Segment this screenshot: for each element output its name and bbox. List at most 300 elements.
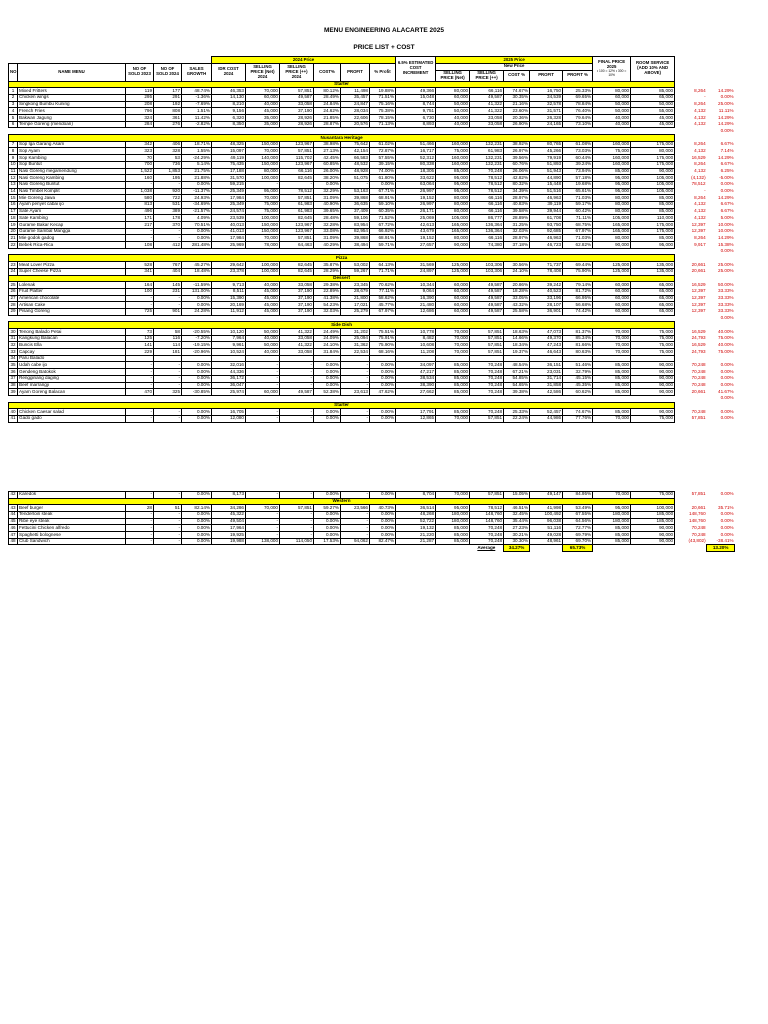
cell-e2: 0.00% <box>720 188 734 194</box>
cell-spn: 150,000 <box>246 222 280 229</box>
cell-nspn: 85,000 <box>436 168 470 175</box>
cell-fp: 105,000 <box>593 215 631 222</box>
group-2025-price: 2025 Price <box>436 57 593 64</box>
cell-inc: 9,751 <box>396 108 436 115</box>
cell-no: 1 <box>9 88 18 95</box>
cell-s23: - <box>126 518 154 525</box>
cell-nspp: 136,364 <box>470 222 504 229</box>
cell-spp: 33,058 <box>280 282 314 289</box>
cell-s24: - <box>154 409 182 416</box>
cell-s24: - <box>154 382 182 389</box>
cell-nspn: 80,000 <box>436 208 470 215</box>
cell-ncp: 74.67% <box>504 88 530 95</box>
cell-cp: 35.87% <box>314 262 341 269</box>
cell-cp: 52.38% <box>314 389 341 396</box>
cell-inc: 63,064 <box>396 181 436 188</box>
cell-npr: 26,328 <box>530 115 563 122</box>
cell-idr: 59,215 <box>212 181 246 188</box>
table-row <box>9 389 735 396</box>
section-title: Side Dish <box>9 322 675 329</box>
cell-nspp: 49,587 <box>470 302 504 309</box>
cell-nspn: 80,000 <box>436 201 470 208</box>
cell-npr: 79,919 <box>530 155 563 162</box>
cell-inc: 17,791 <box>396 409 436 416</box>
cell-name: Tenderloin steak <box>18 511 126 518</box>
cell-no: 10 <box>10 161 16 167</box>
cell-nspp: 57,851 <box>470 415 504 422</box>
cell-inc: 24,897 <box>396 268 436 275</box>
cell-s24 <box>154 355 182 362</box>
cell-name: Rengginang daging <box>18 375 126 382</box>
cell-e2: 10.00% <box>718 221 734 227</box>
cell-pr: - <box>341 375 370 382</box>
cell-inc: 18,305 <box>396 168 436 175</box>
table-row <box>9 355 735 362</box>
cell-g: 21.75% <box>182 168 212 175</box>
cell-nspn: 90,000 <box>436 242 470 249</box>
cell-nspn: 85,000 <box>436 532 470 539</box>
cell-e2: 6.25% <box>720 168 734 174</box>
table-row <box>9 329 735 336</box>
table-row <box>9 342 735 349</box>
cell-cp: 28.29% <box>314 268 341 275</box>
table-row <box>9 308 735 315</box>
cell-e2: 25.00% <box>718 268 734 274</box>
cell-spn: 150,000 <box>246 141 280 148</box>
cell-pr <box>341 355 370 362</box>
cell-s23: 813 <box>126 201 154 208</box>
cell-g: 45.27% <box>182 262 212 269</box>
cell-spp: 57,851 <box>280 148 314 155</box>
table-row <box>9 415 735 422</box>
cell-pp: 40.73% <box>370 505 396 512</box>
ext-empty <box>675 322 707 329</box>
cell-pr: 42,154 <box>341 148 370 155</box>
cell-nspn: 85,000 <box>436 538 470 545</box>
cell-nspp: 70,248 <box>470 409 504 416</box>
cell-s24: 114 <box>154 342 182 349</box>
cell-s23: 323 <box>126 148 154 155</box>
ext-empty <box>675 135 707 142</box>
cell-s24: 901 <box>154 308 182 315</box>
cell-spn: 95,000 <box>246 188 280 195</box>
cell-s24: 192 <box>154 101 182 108</box>
cell-npr: 47,073 <box>530 329 563 336</box>
cell-s23: 125 <box>126 335 154 342</box>
cell-npr: 49,147 <box>530 491 563 498</box>
cell-no: 30 <box>10 328 16 334</box>
cell-npp: 81.72% <box>563 288 593 295</box>
cell-s24: - <box>154 532 182 539</box>
cell-spn: - <box>246 369 280 376</box>
cell-s23: - <box>126 302 154 309</box>
cell-name: Nasi Goreng Buntut <box>18 181 126 188</box>
cell-idr <box>212 355 246 362</box>
cell-s23: - <box>126 415 154 422</box>
cell-e2: 15.38% <box>718 241 734 247</box>
cell-pp: 67.97% <box>370 308 396 315</box>
cell-s23: 164 <box>126 282 154 289</box>
cell-npr: 61,708 <box>530 215 563 222</box>
cell-g: 0.00% <box>182 369 212 376</box>
cell-s23: - <box>126 369 154 376</box>
cell-s24: 328 <box>154 148 182 155</box>
table-row <box>9 518 735 525</box>
cell-pp: 67.72% <box>370 222 396 229</box>
cell-e2: 0.00% <box>720 361 734 367</box>
cell-npr: 16,750 <box>530 88 563 95</box>
section-title: Starter <box>9 402 675 409</box>
cell-no: 6 <box>9 121 18 128</box>
cell-no: 18 <box>10 214 16 220</box>
cell-pp: 68.91% <box>370 235 396 242</box>
cell-e2: 50.00% <box>718 281 734 287</box>
cell-s23: 119 <box>126 88 154 95</box>
cell-s23: 100 <box>126 288 154 295</box>
cell-npr: 93,750 <box>530 222 563 229</box>
cell-inc: 11,208 <box>396 349 436 356</box>
cell-s24: 325 <box>154 389 182 396</box>
cell-nspn: 165,000 <box>436 228 470 235</box>
cell-npr: 31,571 <box>530 108 563 115</box>
cell-npp: 64.56% <box>563 518 593 525</box>
cell-rs: 105,000 <box>631 175 675 182</box>
cell-idr: 75,435 <box>212 161 246 168</box>
col-room-service: ROOM SERVICE (ADD 10% AND ABOVE) <box>631 57 675 82</box>
cell-pp: 0.00% <box>370 518 396 525</box>
cell-cp: 32.03% <box>314 308 341 315</box>
cell-cp: 28.49% <box>314 94 341 101</box>
cell-pr: 24,847 <box>341 101 370 108</box>
cell-idr: 25,969 <box>212 242 246 249</box>
cell-spn: 45,000 <box>246 295 280 302</box>
cell-spp: 37,190 <box>280 288 314 295</box>
cell-g: 0.00% <box>182 228 212 235</box>
cell-nspp: 66,116 <box>470 88 504 95</box>
cell-nspn: 80,000 <box>436 195 470 202</box>
cell-g: 0.00% <box>182 525 212 532</box>
cell-inc: 8,893 <box>396 121 436 128</box>
cell-no: 40 <box>10 408 16 414</box>
cell-rs: 75,000 <box>631 329 675 336</box>
cell-pp: 60.35% <box>370 208 396 215</box>
cell-npp: 56.68% <box>563 302 593 309</box>
table-row <box>9 511 735 518</box>
avg-spacer <box>280 545 314 552</box>
cell-ncp: 33.05% <box>504 295 530 302</box>
cell-e1: 70,248 <box>691 408 706 414</box>
cell-s24: - <box>154 491 182 498</box>
avg-spacer <box>631 545 675 552</box>
cell-rs: 90,000 <box>631 532 675 539</box>
table-row <box>9 282 735 289</box>
cell-npp: 45.15% <box>563 375 593 382</box>
cell-npr: 40,523 <box>530 288 563 295</box>
cell-g: 1.55% <box>182 148 212 155</box>
cell-spn: - <box>246 181 280 188</box>
cell-npr: 49,028 <box>530 532 563 539</box>
cell-nspp: 57,851 <box>470 491 504 498</box>
cell-e1: 4,132 <box>694 208 706 214</box>
cell-spn: 80,000 <box>246 168 280 175</box>
cell-e1: 16,529 <box>691 328 706 334</box>
avg-spacer <box>126 545 154 552</box>
cell-inc: 33,622 <box>396 175 436 182</box>
cell-pr: 59,267 <box>341 268 370 275</box>
cell-spn: 45,000 <box>246 302 280 309</box>
cell-ncp: 31.25% <box>504 222 530 229</box>
cell-name: Udah cabe ijo <box>18 362 126 369</box>
cell-ncp: 46.51% <box>504 505 530 512</box>
cell-inc: 27,657 <box>396 242 436 249</box>
cell-spn: 100,000 <box>246 215 280 222</box>
cell-e2: 33.33% <box>718 308 734 314</box>
tail-row <box>9 248 735 255</box>
cell-e2: 33.33% <box>718 301 734 307</box>
cell-e2: 0.00% <box>720 375 734 381</box>
cell-e1: 8,264 <box>694 161 706 167</box>
section-title: Western <box>9 498 675 505</box>
tail-row <box>9 395 735 402</box>
cell-s23: 496 <box>126 208 154 215</box>
cell-idr: 17,984 <box>212 235 246 242</box>
cell-s23: 1,038 <box>126 188 154 195</box>
cell-name: American chocolate <box>18 295 126 302</box>
section-header <box>9 255 735 262</box>
cell-g: 0.00% <box>182 415 212 422</box>
cell-npp: 69.79% <box>563 532 593 539</box>
cell-ncp: 42.82% <box>504 175 530 182</box>
col-name: NAME MENU <box>18 64 126 82</box>
cell-ncp: 18.34% <box>504 342 530 349</box>
cell-e1: 70,248 <box>691 375 706 381</box>
cell-inc: 16,390 <box>396 295 436 302</box>
cell-g: 0.00% <box>182 235 212 242</box>
cell-idr: 49,119 <box>212 155 246 162</box>
cell-npp: 80.63% <box>563 349 593 356</box>
cell-name: Spaghetti bolognese <box>18 532 126 539</box>
cell-nspp: 61,983 <box>470 148 504 155</box>
cell-e2: 0.00% <box>720 181 734 187</box>
cell-npr: 32,578 <box>530 101 563 108</box>
cell-name: Sop Iga Garang Asam <box>18 141 126 148</box>
cell-pr: 37,409 <box>341 208 370 215</box>
col-profit-new: PROFIT <box>530 70 563 81</box>
table-row <box>9 101 735 108</box>
cell-npp: 73.94% <box>563 168 593 175</box>
cell-e2: 5.00% <box>720 214 734 220</box>
cell-inc: 38,390 <box>396 382 436 389</box>
cell-npp: 61.08% <box>563 141 593 148</box>
cell-spp: - <box>280 369 314 376</box>
table-row <box>9 382 735 389</box>
cell-fp: 60,000 <box>593 302 631 309</box>
cell-e1: 8,264 <box>694 101 706 107</box>
cell-e2: 75.00% <box>718 348 734 354</box>
cell-no: 15 <box>10 194 16 200</box>
cell-g: 70.51% <box>182 222 212 229</box>
cell-npr: 31,714 <box>530 375 563 382</box>
cell-e1: 16,529 <box>691 281 706 287</box>
cell-idr: 29,642 <box>212 262 246 269</box>
cell-g: 0.00% <box>182 538 212 545</box>
cell-e1: 12,397 <box>691 295 706 301</box>
cell-nspn: 80,000 <box>436 88 470 95</box>
cell-e2: 0.00% <box>720 408 734 414</box>
cell-ncp: 20.36% <box>504 115 530 122</box>
cell-npp: 65.61% <box>563 188 593 195</box>
cell-spn: - <box>246 415 280 422</box>
cell-s23: - <box>126 181 154 188</box>
cell-s23: 229 <box>126 349 154 356</box>
table-row <box>9 161 735 168</box>
cell-no: 4 <box>9 108 18 115</box>
cell-s23: 171 <box>126 215 154 222</box>
cell-name: Super Cheese Pizza <box>18 268 126 275</box>
cell-s23: - <box>126 362 154 369</box>
average-ext-pct: 13.20% <box>707 545 735 552</box>
cell-s23: - <box>126 295 154 302</box>
cell-e2: 0.00% <box>720 518 734 524</box>
cell-ncp: 40.83% <box>504 201 530 208</box>
table-row <box>9 491 735 498</box>
cell-idr: 9,961 <box>212 342 246 349</box>
cell-fp: 80,000 <box>593 235 631 242</box>
cell-spn: - <box>246 518 280 525</box>
cell-s24: - <box>154 538 182 545</box>
cell-pr: - <box>341 362 370 369</box>
cell-g: 0.00% <box>182 375 212 382</box>
col-sp-plus-2024: SELLING PRICE (++) 2024 <box>280 64 314 82</box>
cell-rs: 85,000 <box>631 208 675 215</box>
cell-npp: 81.37% <box>563 329 593 336</box>
cell-inc: 10,608 <box>396 342 436 349</box>
cell-idr: 10,524 <box>212 349 246 356</box>
cell-e1: 20,661 <box>691 261 706 267</box>
cell-s24: 406 <box>154 141 182 148</box>
section-title: Pizza <box>9 255 675 262</box>
cell-npr: 24,165 <box>530 121 563 128</box>
cell-idr: 17,984 <box>212 195 246 202</box>
cell-nspp: 66,116 <box>470 195 504 202</box>
cell-e1: 12,397 <box>691 288 706 294</box>
cell-pp: 68.16% <box>370 349 396 356</box>
cell-s24: 53 <box>154 155 182 162</box>
cell-npr: 42,586 <box>530 389 563 396</box>
table-row <box>9 148 735 155</box>
cell-e1: 20,661 <box>691 388 706 394</box>
cell-nspp: 78,512 <box>470 505 504 512</box>
cell-nspp: 41,322 <box>470 101 504 108</box>
cell-name: Beef burger <box>18 505 126 512</box>
cell-spn: 70,000 <box>246 235 280 242</box>
cell-spp: 57,851 <box>280 195 314 202</box>
cell-nspp: 132,231 <box>470 161 504 168</box>
cell-fp: 75,000 <box>593 148 631 155</box>
cell-g: 0.00% <box>182 532 212 539</box>
cell-spp: 33,058 <box>280 101 314 108</box>
cell-spn: - <box>246 382 280 389</box>
cell-cp: 28.87% <box>314 121 341 128</box>
cell-fp: 70,000 <box>593 415 631 422</box>
cell-no: 35 <box>10 361 16 367</box>
cell-name: Kangkung Balacan <box>18 335 126 342</box>
cell-idr: 16,705 <box>212 409 246 416</box>
cell-s24: 531 <box>154 201 182 208</box>
ext-empty <box>707 402 735 409</box>
cell-cp: 0.00% <box>314 369 341 376</box>
cell-nspp: 70,248 <box>470 362 504 369</box>
cell-fp: 70,000 <box>593 335 631 342</box>
cell-pr: - <box>341 511 370 518</box>
cell-name: French Fries <box>18 108 126 115</box>
cell-e1: 148,760 <box>689 511 706 517</box>
cell-nspp: 132,231 <box>470 141 504 148</box>
cell-no: 45 <box>10 518 16 524</box>
cell-npp: 39.24% <box>563 161 593 168</box>
cell-nspp: 132,231 <box>470 155 504 162</box>
cell-e1: 12,397 <box>691 301 706 307</box>
cell-e1: 8,264 <box>694 87 706 93</box>
cell-npp: 73.03% <box>563 148 593 155</box>
cell-ncp: 20.86% <box>504 282 530 289</box>
cell-fp: 40,000 <box>593 121 631 128</box>
cell-rs: 65,000 <box>631 288 675 295</box>
cell-nspn: 95,000 <box>436 188 470 195</box>
cell-e2: 25.00% <box>718 261 734 267</box>
cell-ncp: 30.56% <box>504 262 530 269</box>
cell-nspp: 57,851 <box>470 349 504 356</box>
cell-no: 33 <box>10 348 16 354</box>
cell-inc: 15,048 <box>396 94 436 101</box>
cell-pp: 75.91% <box>370 335 396 342</box>
cell-name: Bebek Rica-Rica <box>18 242 126 249</box>
cell-cp: 29.38% <box>314 282 341 289</box>
cell-spn: 70,000 <box>246 505 280 512</box>
cell-name: Tempe Goreng (mendoan) <box>18 121 126 128</box>
col-growth: SALES GROWTH <box>182 64 212 82</box>
cell-s23: 108 <box>126 242 154 249</box>
cell-npr: 39,119 <box>530 201 563 208</box>
cell-spn: 45,000 <box>246 308 280 315</box>
cell-no: 5 <box>9 115 18 122</box>
cell-npp: 71.03% <box>563 195 593 202</box>
cell-npr: 71,737 <box>530 262 563 269</box>
cell-npp: 62.82% <box>563 242 593 249</box>
cell-cp: 38.98% <box>314 141 341 148</box>
cell-e2: 35.71% <box>718 504 734 510</box>
table-row <box>9 369 735 376</box>
cell-nspn: 160,000 <box>436 155 470 162</box>
cell-idr: 40,013 <box>212 222 246 229</box>
cell-pr: 39,868 <box>341 195 370 202</box>
cell-pr: 48,532 <box>341 161 370 168</box>
cell-no: 47 <box>10 531 16 537</box>
tail-value: 0.00% <box>720 248 734 254</box>
cell-npp: 60.62% <box>563 389 593 396</box>
cell-npr: 44,986 <box>530 415 563 422</box>
cell-pr: - <box>341 525 370 532</box>
cell-npp <box>563 355 593 362</box>
cell-nspp: 57,851 <box>470 335 504 342</box>
cell-e2: 0.00% <box>720 368 734 374</box>
cell-ncp: 34.39% <box>504 188 530 195</box>
avg-spacer <box>341 545 370 552</box>
cell-spp: 28,926 <box>280 121 314 128</box>
cell-no: 23 <box>10 261 16 267</box>
cell-pp: 77.11% <box>370 288 396 295</box>
cell-e1: 8,264 <box>694 234 706 240</box>
